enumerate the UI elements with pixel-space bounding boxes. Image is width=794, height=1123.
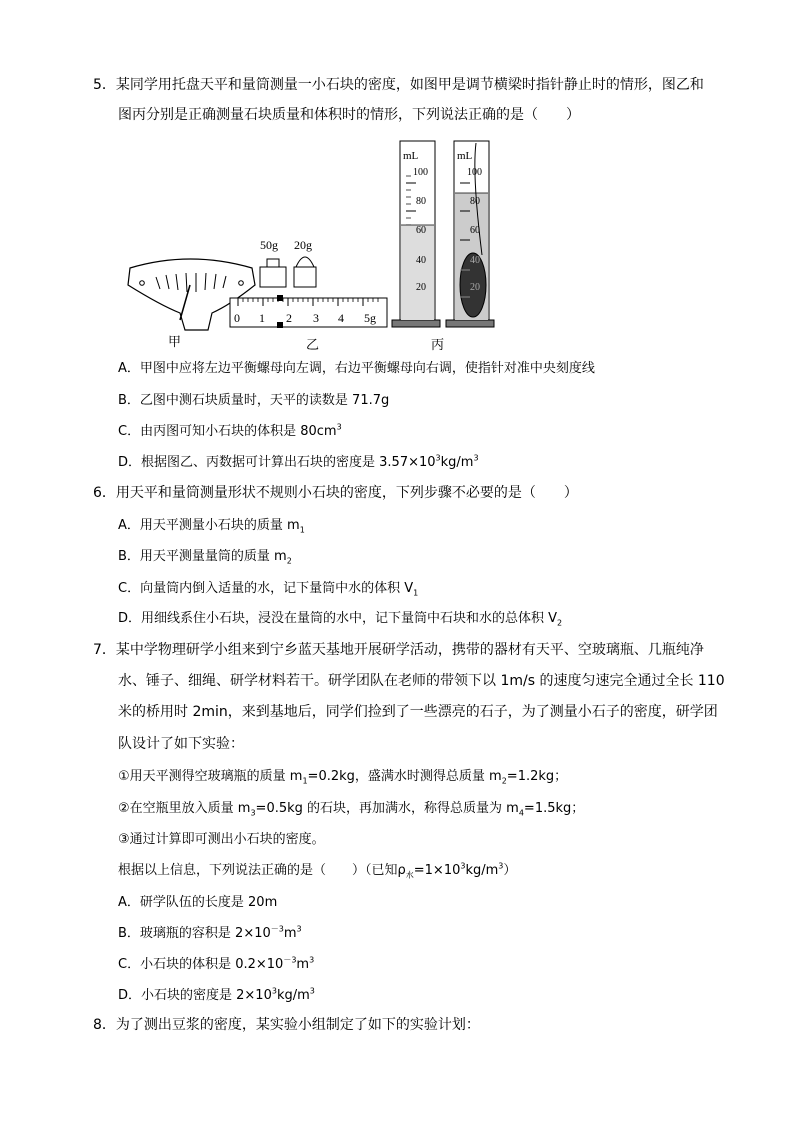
q5-option-d-sup1: 3 [435, 453, 441, 463]
cyl1-tick-20: 20 [416, 282, 426, 293]
q7-stem-line1: 7．某中学物理研学小组来到宁乡蓝天基地开展研学活动，携带的器材有天平、空玻璃瓶、几瓶纯净 [93, 642, 704, 658]
q7-option-c-sup1: －3 [283, 955, 297, 965]
ruler-tick-1: 1 [259, 311, 265, 325]
q7-question-b: =1×10 [413, 863, 461, 878]
q7-step-2 [118, 797, 584, 818]
label-yi: 乙 [306, 337, 320, 352]
q7-stem-line4: 队设计了如下实验： [118, 736, 244, 752]
q7-option-b-sup1: －3 [270, 924, 284, 934]
cyl1-tick-40: 40 [416, 255, 426, 266]
q7-option-d-b: kg/m [276, 988, 310, 1003]
q7-stem-line3: 米的桥用时 2min，来到基地后，同学们捡到了一些漂亮的石子，为了测量小石子的密度，研学团 [118, 704, 718, 720]
q7-option-d-sup1: 3 [271, 986, 277, 996]
cyl2-tick-80: 80 [470, 196, 480, 207]
q7-option-c-sup2: 3 [309, 955, 315, 965]
q6-option-b-text: B．用天平测量量筒的质量 m [118, 549, 287, 564]
weight-50g [260, 259, 286, 287]
q7-step-2-a: ②在空瓶里放入质量 m [118, 801, 251, 816]
q7-step-1-b: =0.2kg，盛满水时测得总质量 m [307, 769, 502, 784]
cyl1-tick-60: 60 [416, 225, 426, 236]
q6-option-a [118, 514, 305, 535]
ruler-tick-3: 3 [313, 311, 319, 325]
q5-option-a: A．甲图中应将左边平衡螺母向左调，右边平衡螺母向右调，使指针对准中央刻度线 [118, 361, 595, 376]
cyl1-tick-100: 100 [413, 167, 428, 178]
q7-stem-line2: 水、锤子、细绳、研学材料若干。研学团队在老师的带领下以 1m/s 的速度匀速完全通过全长 110 [118, 673, 725, 689]
q7-step-3: ③通过计算即可测出小石块的密度。 [118, 832, 325, 847]
q5-option-c-sup: 3 [336, 422, 342, 432]
q6-option-c-text: C．向量筒内倒入适量的水，记下量筒中水的体积 V [118, 581, 414, 596]
q7-option-c-a: C．小石块的体积是 0.2×10 [118, 957, 284, 972]
q7-step-2-sub2: 4 [518, 808, 524, 818]
q6-option-c-sub: 1 [413, 588, 419, 598]
q7-option-d-a: D．小石块的密度是 2×10 [118, 988, 272, 1003]
weight-20g [294, 257, 316, 287]
q7-question-c: kg/m [465, 863, 499, 878]
q7-question-sub: 水 [405, 870, 414, 880]
q7-question [118, 859, 516, 881]
q7-option-b-a: B．玻璃瓶的容积是 2×10 [118, 926, 271, 941]
q7-question-d: ） [503, 863, 517, 878]
q7-question-sup2: 3 [498, 861, 504, 871]
ruler-tick-4: 4 [338, 311, 344, 325]
q7-option-b [118, 922, 302, 941]
q6-stem: 6．用天平和量筒测量形状不规则小石块的密度，下列步骤不必要的是（ ） [93, 485, 578, 501]
q6-option-a-text: A．用天平测量小石块的质量 m [118, 518, 300, 533]
weight-50g-label: 50g [260, 238, 278, 252]
label-jia: 甲 [168, 334, 182, 349]
q7-option-b-sup2: 3 [296, 924, 302, 934]
ruler-tick-0: 0 [234, 311, 240, 325]
q7-option-b-b: m [283, 926, 297, 941]
q7-option-c [118, 953, 314, 972]
cyl2-tick-100: 100 [467, 167, 482, 178]
label-bing: 丙 [431, 337, 445, 352]
q5-option-d-sup2: 3 [473, 453, 479, 463]
q6-option-b-sub: 2 [286, 556, 292, 566]
q5-option-c [118, 420, 342, 439]
q8-stem: 8．为了测出豆浆的密度，某实验小组制定了如下的实验计划： [93, 1017, 480, 1033]
q6-option-a-sub: 1 [299, 525, 305, 535]
q7-step-1-sub1: 1 [302, 776, 308, 786]
q7-step-1-a: ①用天平测得空玻璃瓶的质量 m [118, 769, 303, 784]
q6-option-d-sub: 2 [557, 618, 563, 628]
q7-option-d [118, 984, 315, 1003]
cyl2-tick-60: 60 [470, 225, 480, 236]
q7-step-1-c: =1.2kg； [506, 769, 568, 784]
cyl1-unit: mL [403, 150, 419, 162]
weight-20g-label: 20g [294, 238, 312, 252]
q7-option-c-b: m [296, 957, 310, 972]
q5-stem-line1: 5．某同学用托盘天平和量筒测量一小石块的密度，如图甲是调节横梁时指针静止时的情形，图乙和 [93, 77, 704, 93]
q7-option-a: A．研学队伍的长度是 20m [118, 895, 278, 910]
cyl2-tick-40: 40 [470, 255, 480, 266]
q7-step-1-sub2: 2 [501, 776, 507, 786]
ruler-tick-2: 2 [286, 311, 292, 325]
q6-option-d [118, 607, 562, 628]
q6-option-d-text: D．用细线系住小石块，浸没在量筒的水中，记下量筒中石块和水的总体积 V [118, 611, 558, 626]
q5-option-b: B．乙图中测石块质量时，天平的读数是 71.7g [118, 393, 390, 408]
q7-option-d-sup2: 3 [309, 986, 315, 996]
q5-figure [120, 135, 510, 352]
q6-option-c [118, 577, 418, 598]
q5-option-d-text: D．根据图乙、丙数据可计算出石块的密度是 3.57×10 [118, 455, 436, 470]
q7-step-2-b: =0.5kg 的石块，再加满水，称得总质量为 m [255, 801, 519, 816]
q7-step-2-c: =1.5kg； [523, 801, 585, 816]
q6-option-b [118, 545, 292, 566]
q5-option-d-unit: kg/m [440, 455, 474, 470]
q7-question-sup1: 3 [460, 861, 466, 871]
q7-step-1 [118, 765, 567, 786]
q7-question-a: 根据以上信息，下列说法正确的是（ ）（已知ρ [118, 863, 406, 878]
q5-option-c-text: C．由丙图可知小石块的体积是 80cm [118, 424, 337, 439]
ruler-tick-5: 5g [364, 311, 376, 325]
cyl2-unit: mL [457, 150, 473, 162]
cyl1-tick-80: 80 [416, 196, 426, 207]
q7-step-2-sub1: 3 [250, 808, 256, 818]
q5-stem-line2: 图丙分别是正确测量石块质量和体积时的情形，下列说法正确的是（ ） [118, 107, 580, 123]
cyl2-tick-20: 20 [470, 282, 480, 293]
q5-option-d [118, 451, 479, 470]
